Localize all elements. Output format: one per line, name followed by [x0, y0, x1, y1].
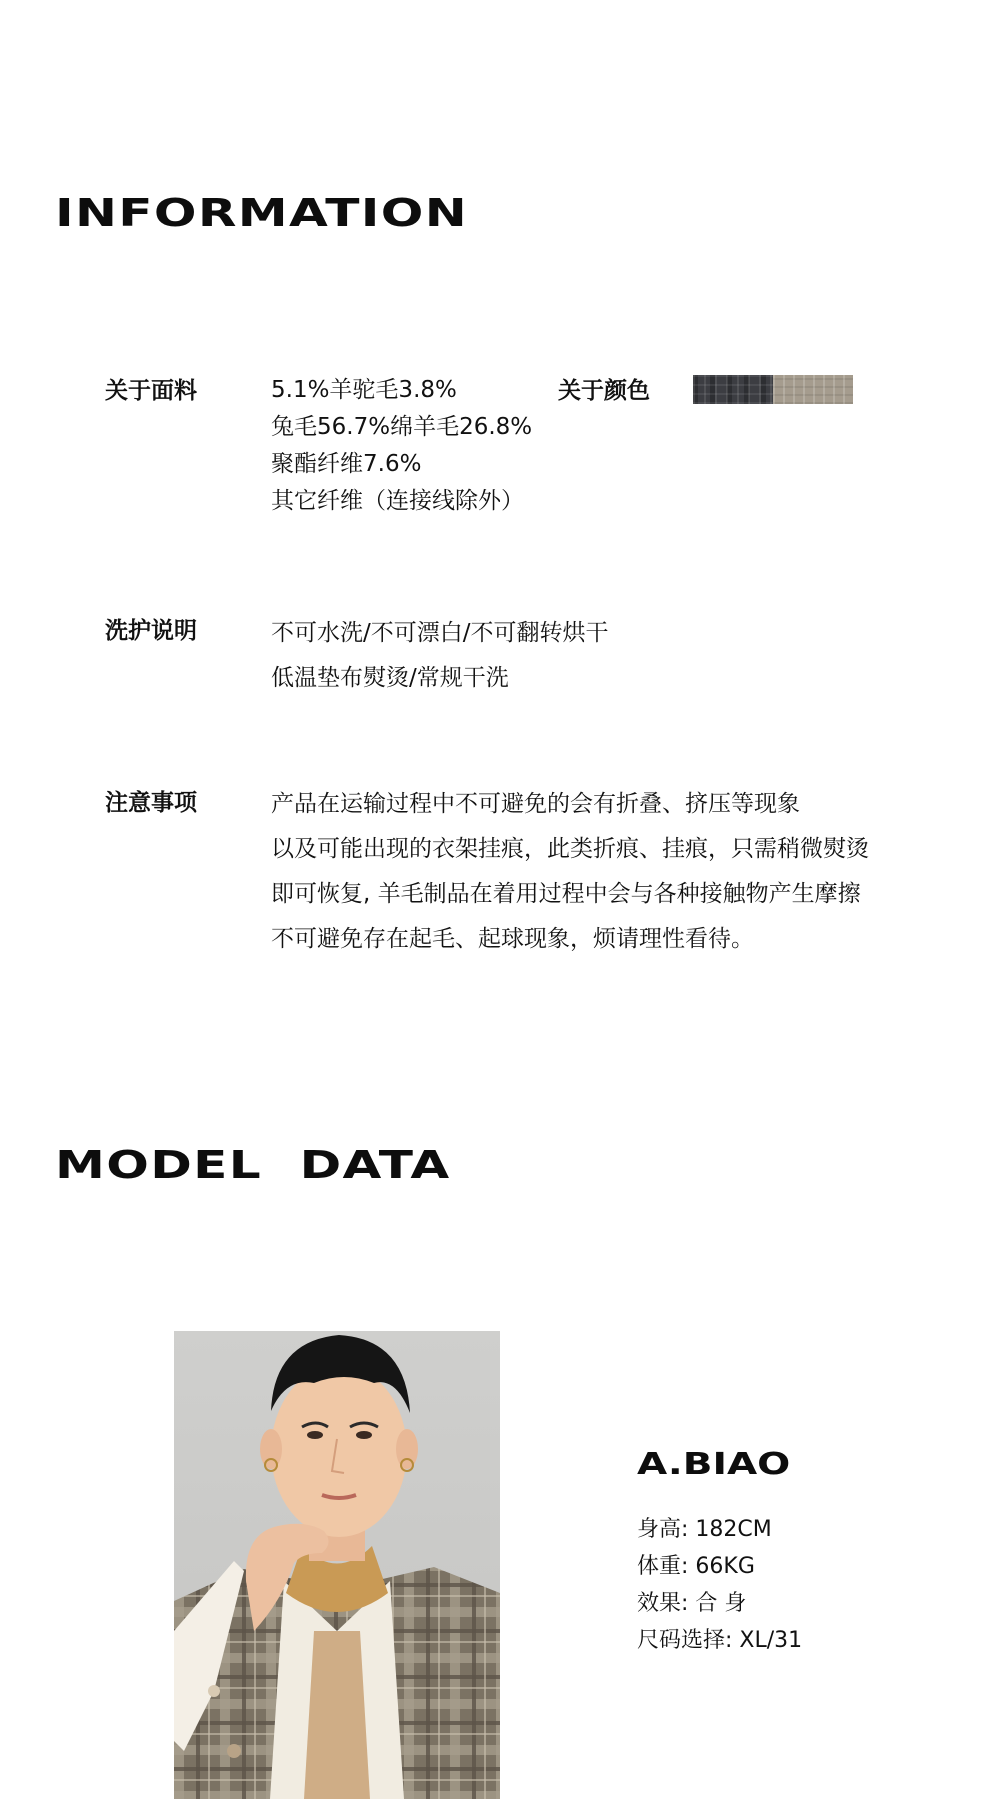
notice-line: 产品在运输过程中不可避免的会有折叠、挤压等现象	[271, 791, 800, 817]
color-label: 关于颜色	[558, 378, 650, 404]
notice-line: 以及可能出现的衣架挂痕，此类折痕、挂痕，只需稍微熨烫	[271, 836, 869, 862]
fabric-line: 聚酯纤维7.6%	[271, 451, 422, 477]
model-name: A.BIAO	[637, 1447, 791, 1482]
notice-line: 即可恢复, 羊毛制品在着用过程中会与各种接触物产生摩擦	[271, 881, 861, 907]
fabric-label: 关于面料	[105, 378, 197, 404]
model-height: 身高: 182CM	[637, 1517, 772, 1542]
model-weight: 体重: 66KG	[637, 1554, 755, 1579]
color-swatch-dark	[693, 375, 773, 404]
care-line: 低温垫布熨烫/常规干洗	[271, 665, 509, 691]
color-swatch-light	[773, 375, 853, 404]
fabric-composition	[271, 372, 532, 520]
model-photo	[174, 1331, 500, 1799]
notice-label: 注意事项	[105, 790, 197, 816]
notice-text	[271, 782, 869, 962]
care-label: 洗护说明	[105, 618, 197, 644]
model-fit: 效果: 合 身	[637, 1591, 747, 1616]
model-data-heading: MODEL DATA	[55, 1143, 451, 1187]
color-swatch	[693, 375, 853, 404]
information-heading: INFORMATION	[55, 191, 469, 235]
notice-line: 不可避免存在起毛、起球现象，烦请理性看待。	[271, 926, 754, 952]
care-line: 不可水洗/不可漂白/不可翻转烘干	[271, 620, 609, 646]
model-stats	[637, 1511, 802, 1659]
model-size: 尺码选择: XL/31	[637, 1628, 803, 1653]
fabric-line: 兔毛56.7%绵羊毛26.8%	[271, 414, 533, 440]
fabric-line: 5.1%羊驼毛3.8%	[271, 377, 457, 403]
care-instructions	[271, 611, 609, 701]
fabric-line: 其它纤维（连接线除外）	[271, 488, 524, 514]
